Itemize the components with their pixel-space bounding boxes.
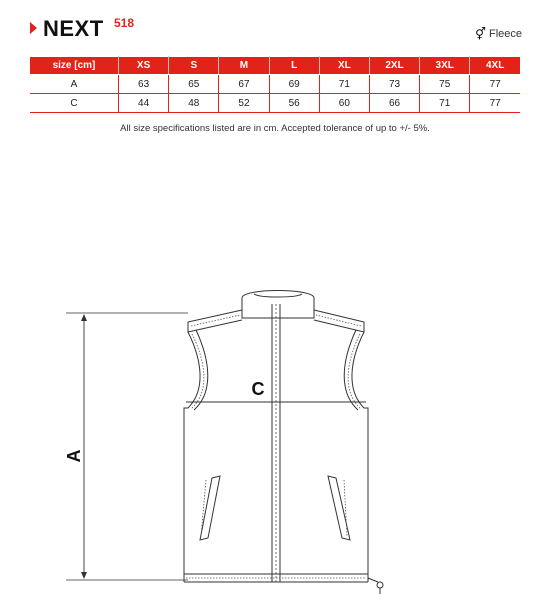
label-a: A bbox=[64, 449, 84, 463]
column-header: XL bbox=[319, 57, 369, 75]
row-label: C bbox=[30, 94, 119, 113]
gender-icon: ⚥ bbox=[475, 27, 486, 41]
table-cell: 75 bbox=[420, 75, 470, 94]
table-cell: 48 bbox=[169, 94, 219, 113]
column-header: 4XL bbox=[470, 57, 520, 75]
column-header: XS bbox=[119, 57, 169, 75]
measure-a bbox=[64, 313, 188, 580]
column-header: L bbox=[269, 57, 319, 75]
table-cell: 71 bbox=[319, 75, 369, 94]
table-cell: 65 bbox=[169, 75, 219, 94]
fabric-label: Fleece bbox=[488, 28, 522, 40]
fabric-info bbox=[475, 27, 522, 41]
column-header: size [cm] bbox=[30, 57, 119, 75]
table-row bbox=[30, 94, 520, 113]
vest-diagram bbox=[60, 280, 400, 600]
product-code: 518 bbox=[114, 16, 135, 30]
column-header: M bbox=[219, 57, 269, 75]
play-arrow-icon bbox=[30, 22, 37, 34]
header bbox=[30, 14, 522, 44]
label-c: C bbox=[251, 379, 265, 399]
table-cell: 44 bbox=[119, 94, 169, 113]
vest-body bbox=[184, 291, 383, 595]
size-table-header bbox=[30, 57, 520, 75]
brand-name: NEXT bbox=[43, 16, 104, 41]
table-cell: 52 bbox=[219, 94, 269, 113]
table-cell: 77 bbox=[470, 75, 520, 94]
column-header: 3XL bbox=[420, 57, 470, 75]
table-cell: 66 bbox=[369, 94, 419, 113]
table-cell: 67 bbox=[219, 75, 269, 94]
table-cell: 77 bbox=[470, 94, 520, 113]
table-cell: 71 bbox=[420, 94, 470, 113]
column-header: 2XL bbox=[369, 57, 419, 75]
size-table bbox=[30, 56, 520, 113]
table-cell: 69 bbox=[269, 75, 319, 94]
stitch-trim bbox=[186, 315, 366, 578]
column-header: S bbox=[169, 57, 219, 75]
size-note: All size specifications listed are in cm. Accepted tolerance of up to +/- 5%. bbox=[120, 123, 430, 134]
table-cell: 63 bbox=[119, 75, 169, 94]
table-cell: 60 bbox=[319, 94, 369, 113]
table-cell: 73 bbox=[369, 75, 419, 94]
row-label: A bbox=[30, 75, 119, 94]
table-row bbox=[30, 75, 520, 94]
measure-c bbox=[186, 379, 366, 402]
table-cell: 56 bbox=[269, 94, 319, 113]
